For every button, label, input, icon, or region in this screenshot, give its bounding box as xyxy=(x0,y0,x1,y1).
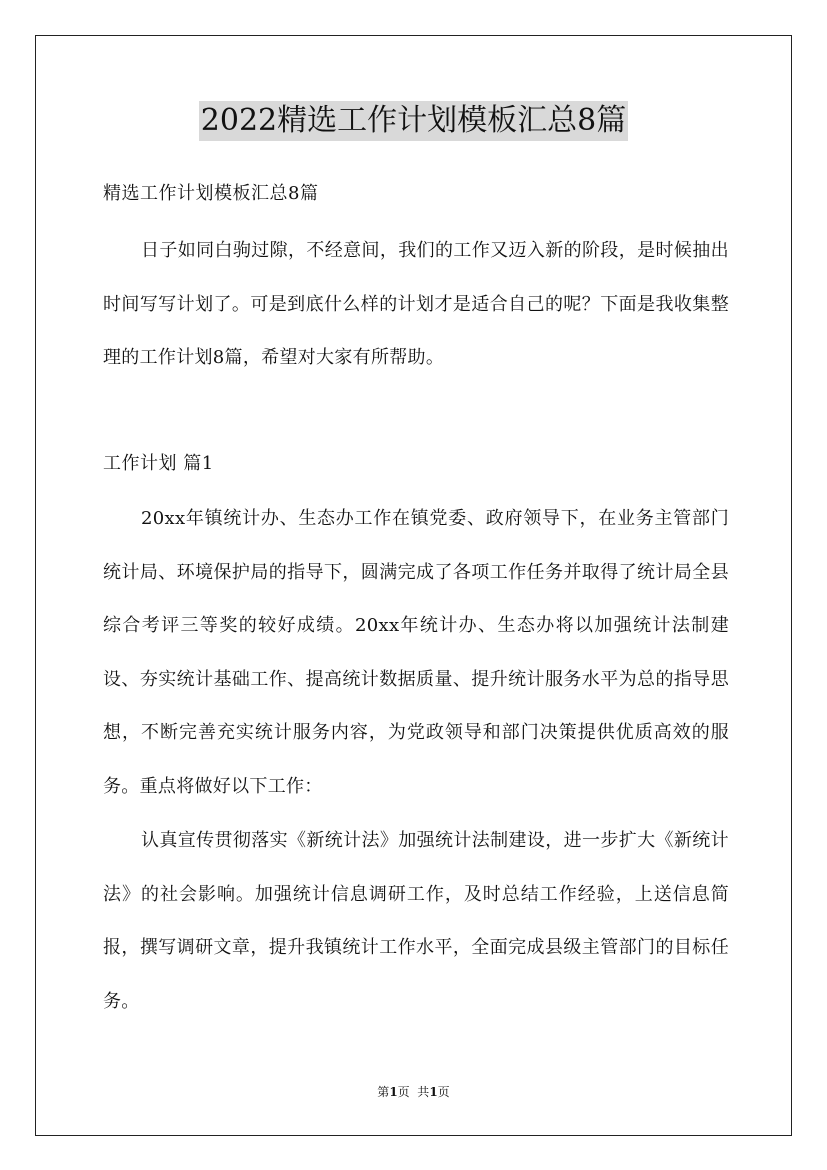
page-footer xyxy=(0,1083,827,1101)
footer-mid: 页 共 xyxy=(397,1085,430,1099)
document-title: 2022精选工作计划模板汇总8篇 xyxy=(199,101,628,141)
footer-prefix: 第 xyxy=(377,1085,390,1099)
body-paragraph-1: 20xx年镇统计办、生态办工作在镇党委、政府领导下，在业务主管部门统计局、环境保护局的指导下，圆满完成了各项工作任务并取得了统计局全县综合考评三等奖的较好成绩。20xx年统计办、生态办将以加强统计法制建设、夯实统计基础工作、提高统计数据质量、提升统计服务水平为总的指导思想，不断完善充实统计服务内容，为党政领导和部门决策提供优质高效的服务。重点将做好以下工作： xyxy=(103,508,729,797)
footer-page-number: 1 xyxy=(389,1085,398,1099)
body-paragraph-2: 认真宣传贯彻落实《新统计法》加强统计法制建设，进一步扩大《新统计法》的社会影响。加强统计信息调研工作，及时总结工作经验，上送信息简报，撰写调研文章，提升我镇统计工作水平，全面完成县级主管部门的目标任务。 xyxy=(103,830,729,1012)
document-subtitle: 精选工作计划模板汇总8篇 xyxy=(103,183,319,204)
footer-suffix: 页 xyxy=(437,1085,450,1099)
footer-page-total: 1 xyxy=(429,1085,438,1099)
section-heading: 工作计划 篇1 xyxy=(103,453,214,474)
intro-paragraph: 日子如同白驹过隙，不经意间，我们的工作又迈入新的阶段，是时候抽出时间写写计划了。可是到底什么样的计划才是适合自己的呢？下面是我收集整理的工作计划8篇，希望对大家有所帮助。 xyxy=(103,240,729,369)
title-wrap xyxy=(0,101,827,141)
